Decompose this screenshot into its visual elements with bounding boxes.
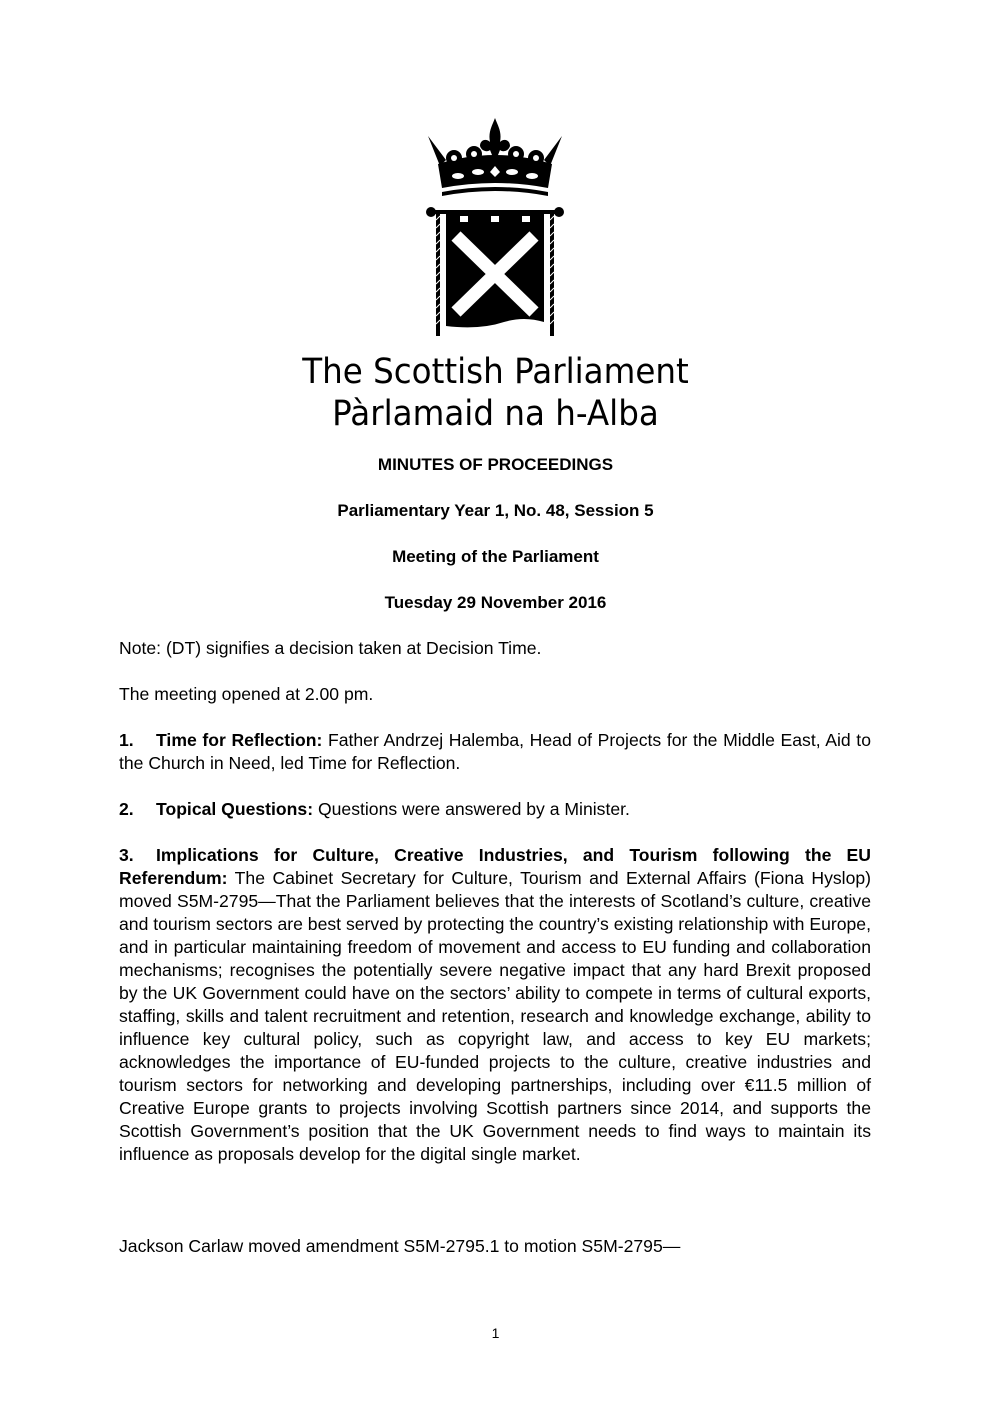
item-heading: Implications for Culture, Creative Industries, and Tourism following the EU Referendum: — [119, 845, 871, 888]
item-text: The Cabinet Secretary for Culture, Tourism and External Affairs (Fiona Hyslop) moved S5M-2795—That the Parliament believes that the interests of Scotland’s culture, creative and tourism sectors are best served by protecting the country’s existing relationship with Europe, and in particular maintaining freedom of movement and access to EU funding and collaboration mechanisms; recognises the potentially severe negative impact that any hard Brexit proposed by the UK Government could have on the sectors’ ability to compete in terms of cultural exports, staffing, skills and talent recruitment and retention, research and knowledge exchange, ability to influence key cultural policy, such as copyright law, and access to key EU markets; acknowledges the importance of EU-funded projects to the culture, creative industries and tourism sectors for networking and developing partnerships, including over €11.5 million of Creative Europe grants to projects involving Scottish partners since 2014, and supports the Scottish Government’s position that the UK Government needs to find ways to maintain its influence as proposals develop for the digital single market. — [119, 868, 871, 1164]
item-text: Father Andrzej Halemba, Head of Projects for the Middle East, Aid to the Church in Need, led Time for Reflection. — [119, 730, 871, 773]
parliamentary-reference: Parliamentary Year 1, No. 48, Session 5 — [337, 501, 654, 520]
item-text: Questions were answered by a Minister. — [313, 799, 630, 819]
meeting-date: Tuesday 29 November 2016 — [384, 593, 607, 612]
item-number: 1. — [119, 730, 134, 750]
meeting-opening: The meeting opened at 2.00 pm. — [119, 684, 374, 704]
item-number: 2. — [119, 799, 134, 819]
org-name-english: The Scottish Parliament — [302, 352, 689, 392]
org-name-gaelic: Pàrlamaid na h-Alba — [332, 394, 659, 434]
meeting-title: Meeting of the Parliament — [392, 547, 599, 566]
agenda-item-1 — [119, 729, 871, 775]
document-type: MINUTES OF PROCEEDINGS — [377, 455, 614, 474]
agenda-item-3 — [119, 844, 871, 1166]
page-number: 1 — [491, 1325, 500, 1341]
item-heading: Topical Questions: — [156, 799, 314, 819]
agenda-item-2 — [119, 798, 871, 821]
amendment-statement: Jackson Carlaw moved amendment S5M-2795.1 to motion S5M-2795— — [119, 1236, 681, 1256]
decision-time-note: Note: (DT) signifies a decision taken at Decision Time. — [119, 638, 542, 658]
scottish-parliament-logo-icon — [424, 116, 566, 342]
item-number: 3. — [119, 845, 134, 865]
item-heading: Time for Reflection: — [156, 730, 323, 750]
